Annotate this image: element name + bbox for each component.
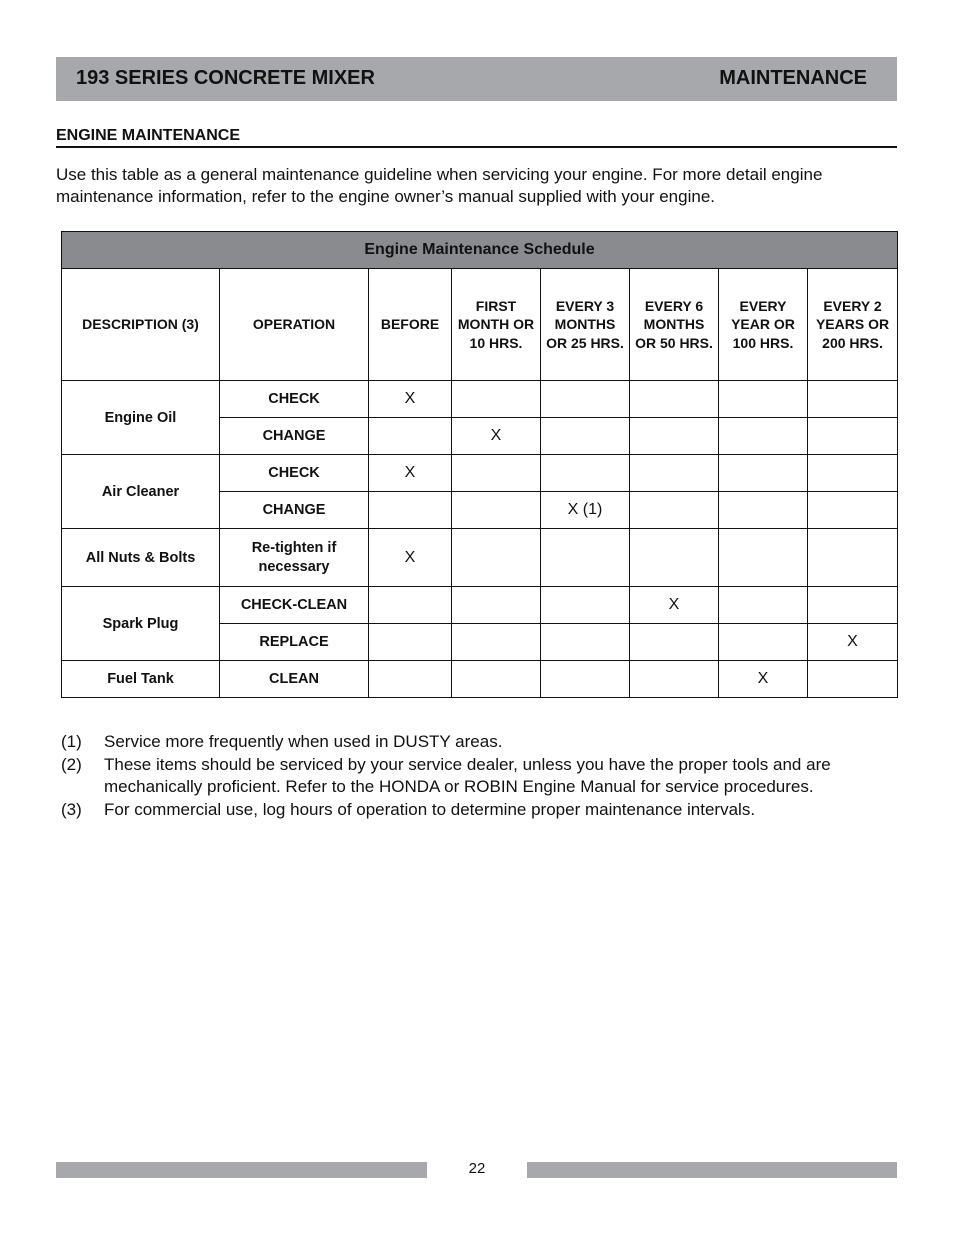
operation-cell: CHECK-CLEAN xyxy=(220,587,369,624)
interval-mark-cell xyxy=(808,418,898,455)
footnote-number: (2) xyxy=(61,754,82,774)
interval-mark-cell xyxy=(630,492,719,529)
column-header: EVERY 6 MONTHS OR 50 HRS. xyxy=(630,269,719,381)
column-header: EVERY YEAR OR 100 HRS. xyxy=(719,269,808,381)
operation-cell: CLEAN xyxy=(220,661,369,698)
operation-cell: CHANGE xyxy=(220,418,369,455)
interval-mark-cell xyxy=(369,661,452,698)
interval-mark-cell xyxy=(808,381,898,418)
interval-mark-cell xyxy=(452,624,541,661)
table-row xyxy=(62,661,898,698)
interval-mark-cell: X xyxy=(369,529,452,587)
interval-mark-cell xyxy=(369,624,452,661)
interval-mark-cell xyxy=(719,529,808,587)
operation-cell: CHECK xyxy=(220,381,369,418)
footnote-text: For commercial use, log hours of operation to determine proper maintenance intervals. xyxy=(104,799,756,819)
footnote-number: (1) xyxy=(61,732,82,751)
interval-mark-cell xyxy=(541,529,630,587)
interval-mark-cell xyxy=(541,624,630,661)
interval-mark-cell xyxy=(808,661,898,698)
interval-mark-cell xyxy=(630,418,719,455)
operation-cell: CHANGE xyxy=(220,492,369,529)
interval-mark-cell xyxy=(541,661,630,698)
interval-mark-cell xyxy=(808,587,898,624)
interval-mark-cell: X xyxy=(719,661,808,698)
interval-mark-cell xyxy=(630,624,719,661)
footnote xyxy=(61,731,891,754)
interval-mark-cell: X xyxy=(369,381,452,418)
table-title: Engine Maintenance Schedule xyxy=(62,232,898,269)
interval-mark-cell xyxy=(452,492,541,529)
footer-bar-right xyxy=(527,1162,897,1178)
interval-mark-cell xyxy=(452,455,541,492)
section-title: ENGINE MAINTENANCE xyxy=(56,127,897,148)
interval-mark-cell xyxy=(719,418,808,455)
interval-mark-cell xyxy=(369,587,452,624)
footnote xyxy=(61,754,891,799)
page-header-bar xyxy=(56,57,897,101)
column-header: EVERY 3 MONTHS OR 25 HRS. xyxy=(541,269,630,381)
component-description: Spark Plug xyxy=(62,587,220,661)
footnote-text: Service more frequently when used in DUSTY areas. xyxy=(104,732,503,751)
interval-mark-cell xyxy=(541,381,630,418)
page-number: 22 xyxy=(468,1160,486,1177)
column-header: OPERATION xyxy=(220,269,369,381)
interval-mark-cell xyxy=(630,529,719,587)
component-description: Air Cleaner xyxy=(62,455,220,529)
interval-mark-cell xyxy=(808,455,898,492)
component-description: All Nuts & Bolts xyxy=(62,529,220,587)
footnote xyxy=(61,799,891,822)
interval-mark-cell: X xyxy=(369,455,452,492)
table-row xyxy=(62,587,898,624)
operation-cell: CHECK xyxy=(220,455,369,492)
interval-mark-cell xyxy=(452,529,541,587)
component-description: Fuel Tank xyxy=(62,661,220,698)
intro-paragraph: Use this table as a general maintenance guideline when servicing your engine. For more detail engine maintenance information, refer to the engine owner’s manual supplied with your engine. xyxy=(56,165,823,206)
table-row xyxy=(62,455,898,492)
interval-mark-cell xyxy=(808,492,898,529)
interval-mark-cell: X xyxy=(452,418,541,455)
interval-mark-cell xyxy=(719,587,808,624)
interval-mark-cell xyxy=(719,455,808,492)
interval-mark-cell xyxy=(630,455,719,492)
interval-mark-cell xyxy=(719,381,808,418)
chapter-title: MAINTENANCE xyxy=(719,67,867,89)
column-header: BEFORE xyxy=(369,269,452,381)
interval-mark-cell xyxy=(719,624,808,661)
interval-mark-cell xyxy=(541,587,630,624)
interval-mark-cell xyxy=(452,661,541,698)
table-row xyxy=(62,529,898,587)
interval-mark-cell xyxy=(452,587,541,624)
footnotes xyxy=(61,731,891,821)
column-header: FIRST MONTH OR 10 HRS. xyxy=(452,269,541,381)
interval-mark-cell xyxy=(541,418,630,455)
interval-mark-cell xyxy=(719,492,808,529)
interval-mark-cell xyxy=(541,455,630,492)
document-title: 193 SERIES CONCRETE MIXER xyxy=(76,67,375,89)
interval-mark-cell xyxy=(630,661,719,698)
interval-mark-cell xyxy=(808,529,898,587)
table-body xyxy=(62,381,898,698)
column-header: DESCRIPTION (3) xyxy=(62,269,220,381)
interval-mark-cell: X xyxy=(630,587,719,624)
operation-cell: REPLACE xyxy=(220,624,369,661)
footer-bar-left xyxy=(56,1162,427,1178)
operation-cell: Re-tighten if necessary xyxy=(220,529,369,587)
interval-mark-cell xyxy=(630,381,719,418)
column-header: EVERY 2 YEARS OR 200 HRS. xyxy=(808,269,898,381)
interval-mark-cell: X (1) xyxy=(541,492,630,529)
table-row xyxy=(62,381,898,418)
footnote-number: (3) xyxy=(61,799,82,819)
interval-mark-cell xyxy=(452,381,541,418)
interval-mark-cell: X xyxy=(808,624,898,661)
maintenance-schedule-table xyxy=(61,231,898,698)
footnote-text: These items should be serviced by your service dealer, unless you have the proper tools and are mechanically proficient. Refer to the HONDA or ROBIN Engine Manual for service procedures. xyxy=(104,754,831,796)
component-description: Engine Oil xyxy=(62,381,220,455)
table-header-row xyxy=(62,269,898,381)
interval-mark-cell xyxy=(369,492,452,529)
interval-mark-cell xyxy=(369,418,452,455)
